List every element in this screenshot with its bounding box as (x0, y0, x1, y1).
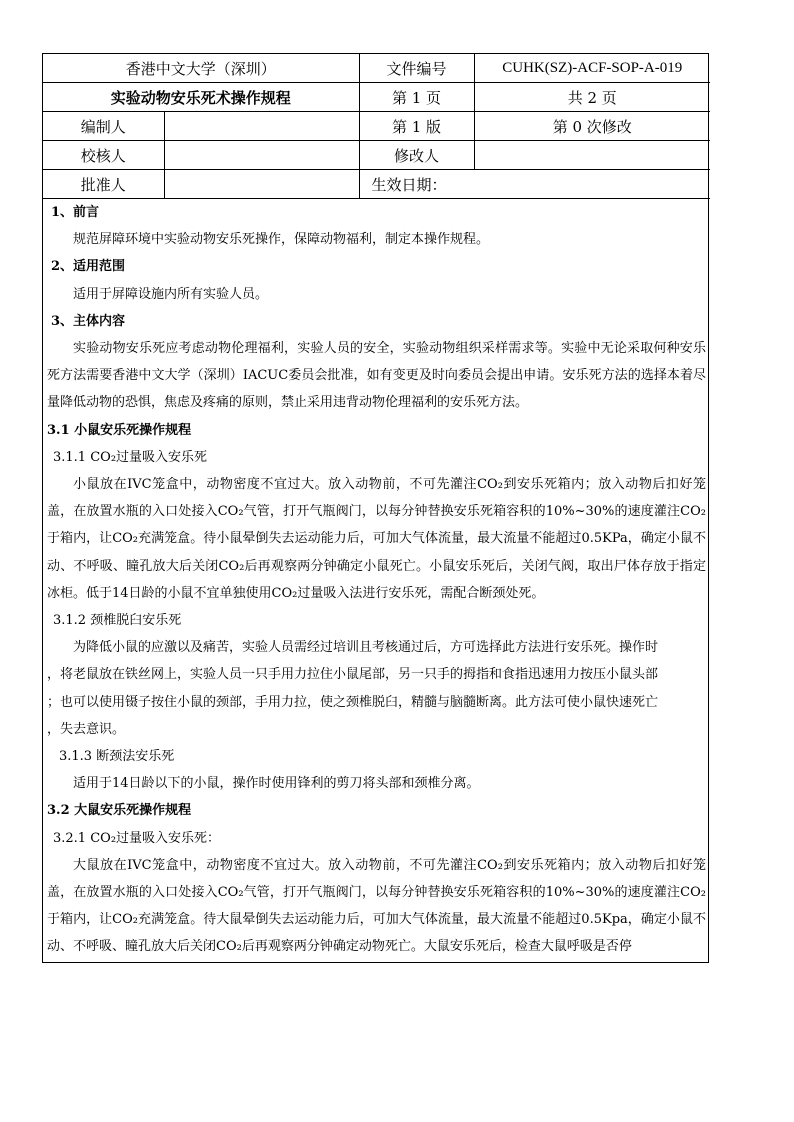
editor-label: 编制人 (43, 112, 164, 141)
document-header-table (43, 54, 710, 199)
section-3-2-1-heading: 3.2.1 CO₂过量吸入安乐死： (53, 830, 221, 846)
section-3-heading: 3、主体内容 (51, 313, 126, 329)
institution-name: 香港中文大学（深圳） (43, 54, 359, 83)
section-2-text: 适用于屏障设施内所有实验人员。 (73, 286, 269, 302)
modifier-value (474, 141, 710, 170)
approver-value (164, 170, 359, 199)
modifier-label: 修改人 (359, 141, 474, 170)
section-3-1-1-text: 小鼠放在IVC笼盒中，动物密度不宜过大。放入动物前，不可先灌注CO₂到安乐死箱内；放入动物后扣好笼盖，在放置水瓶的入口处接入CO₂气管，打开气瓶阀门，以每分钟替换安乐死箱容积的10%~30%的速度灌注CO₂于箱内，让CO₂充满笼盒。待小鼠晕倒失去运动能力后，可加大气体流量，最大流量不能超过0.5KPa，确定小鼠不动、不呼吸、瞳孔放大后关闭CO₂后再观察两分钟确定小鼠死亡。小鼠安乐死后，关闭气阀，取出尸体存放于指定冰柜。低于14日龄的小鼠不宜单独使用CO₂过量吸入法进行安乐死，需配合断颈处死。 (47, 477, 706, 601)
section-3-1-1-heading: 3.1.1 CO₂过量吸入安乐死 (53, 449, 208, 465)
section-2-heading: 2、适用范围 (51, 259, 126, 275)
total-pages: 共 2 页 (474, 83, 710, 112)
revision-label: 第 0 次修改 (474, 112, 710, 141)
section-3-1-heading: 3.1 小鼠安乐死操作规程 (47, 422, 192, 438)
section-3-1-2-line-3: ；也可以使用镊子按住小鼠的颈部，手用力拉，使之颈椎脱臼，精髓与脑髓断离。此方法可使小鼠快速死亡 (47, 694, 659, 710)
section-3-text: 实验动物安乐死应考虑动物伦理福利，实验人员的安全，实验动物组织采样需求等。实验中无论采取何种安乐死方法需要香港中文大学（深圳）IACUC委员会批准，如有变更及时向委员会提出申请。安乐死方法的选择本着尽量降低动物的恐惧，焦虑及疼痛的原则，禁止采用违背动物伦理福利的安乐死方法。 (47, 341, 706, 411)
section-3-1-2-line-2: ，将老鼠放在铁丝网上，实验人员一只手用力拉住小鼠尾部，另一只手的拇指和食指迅速用力按压小鼠头部 (47, 667, 659, 683)
section-3-1-2-line-1: 为降低小鼠的应激以及痛苦，实验人员需经过培训且考核通过后，方可选择此方法进行安乐死。操作时 (73, 640, 659, 656)
version-label: 第 1 版 (359, 112, 474, 141)
sop-document-frame (42, 53, 709, 963)
reviewer-label: 校核人 (43, 141, 164, 170)
section-3-2-heading: 3.2 大鼠安乐死操作规程 (47, 803, 192, 819)
reviewer-value (164, 141, 359, 170)
section-3-2-1-text: 大鼠放在IVC笼盒中，动物密度不宜过大。放入动物前，不可先灌注CO₂到安乐死箱内；放入动物后扣好笼盖，在放置水瓶的入口处接入CO₂气管，打开气瓶阀门，以每分钟替换安乐死箱容积的10%~30%的速度灌注CO₂于箱内，让CO₂充满笼盒。待大鼠晕倒失去运动能力后，可加大气体流量，最大流量不能超过0.5Kpa，确定小鼠不动、不呼吸、瞳孔放大后关闭CO₂后再观察两分钟确定动物死亡。大鼠安乐死后，检查大鼠呼吸是否停 (47, 857, 706, 955)
section-3-1-2-line-4: ，失去意识。 (47, 721, 126, 737)
effective-date-label: 生效日期： (359, 170, 710, 199)
page-number: 第 1 页 (359, 83, 474, 112)
doc-number-value: CUHK(SZ)-ACF-SOP-A-019 (474, 54, 710, 83)
doc-number-label: 文件编号 (359, 54, 474, 83)
document-body (43, 199, 708, 961)
editor-value (164, 112, 359, 141)
approver-label: 批准人 (43, 170, 164, 199)
section-3-1-3-heading: 3.1.3 断颈法安乐死 (59, 749, 175, 765)
document-title: 实验动物安乐死术操作规程 (43, 83, 359, 112)
section-1-heading: 1、前言 (51, 205, 100, 220)
section-3-1-2-heading: 3.1.2 颈椎脱臼安乐死 (53, 613, 182, 629)
section-1-text: 规范屏障环境中实验动物安乐死操作，保障动物福利，制定本操作规程。 (73, 232, 490, 248)
section-3-1-3-text: 适用于14日龄以下的小鼠，操作时使用锋利的剪刀将头部和颈椎分离。 (73, 776, 480, 792)
